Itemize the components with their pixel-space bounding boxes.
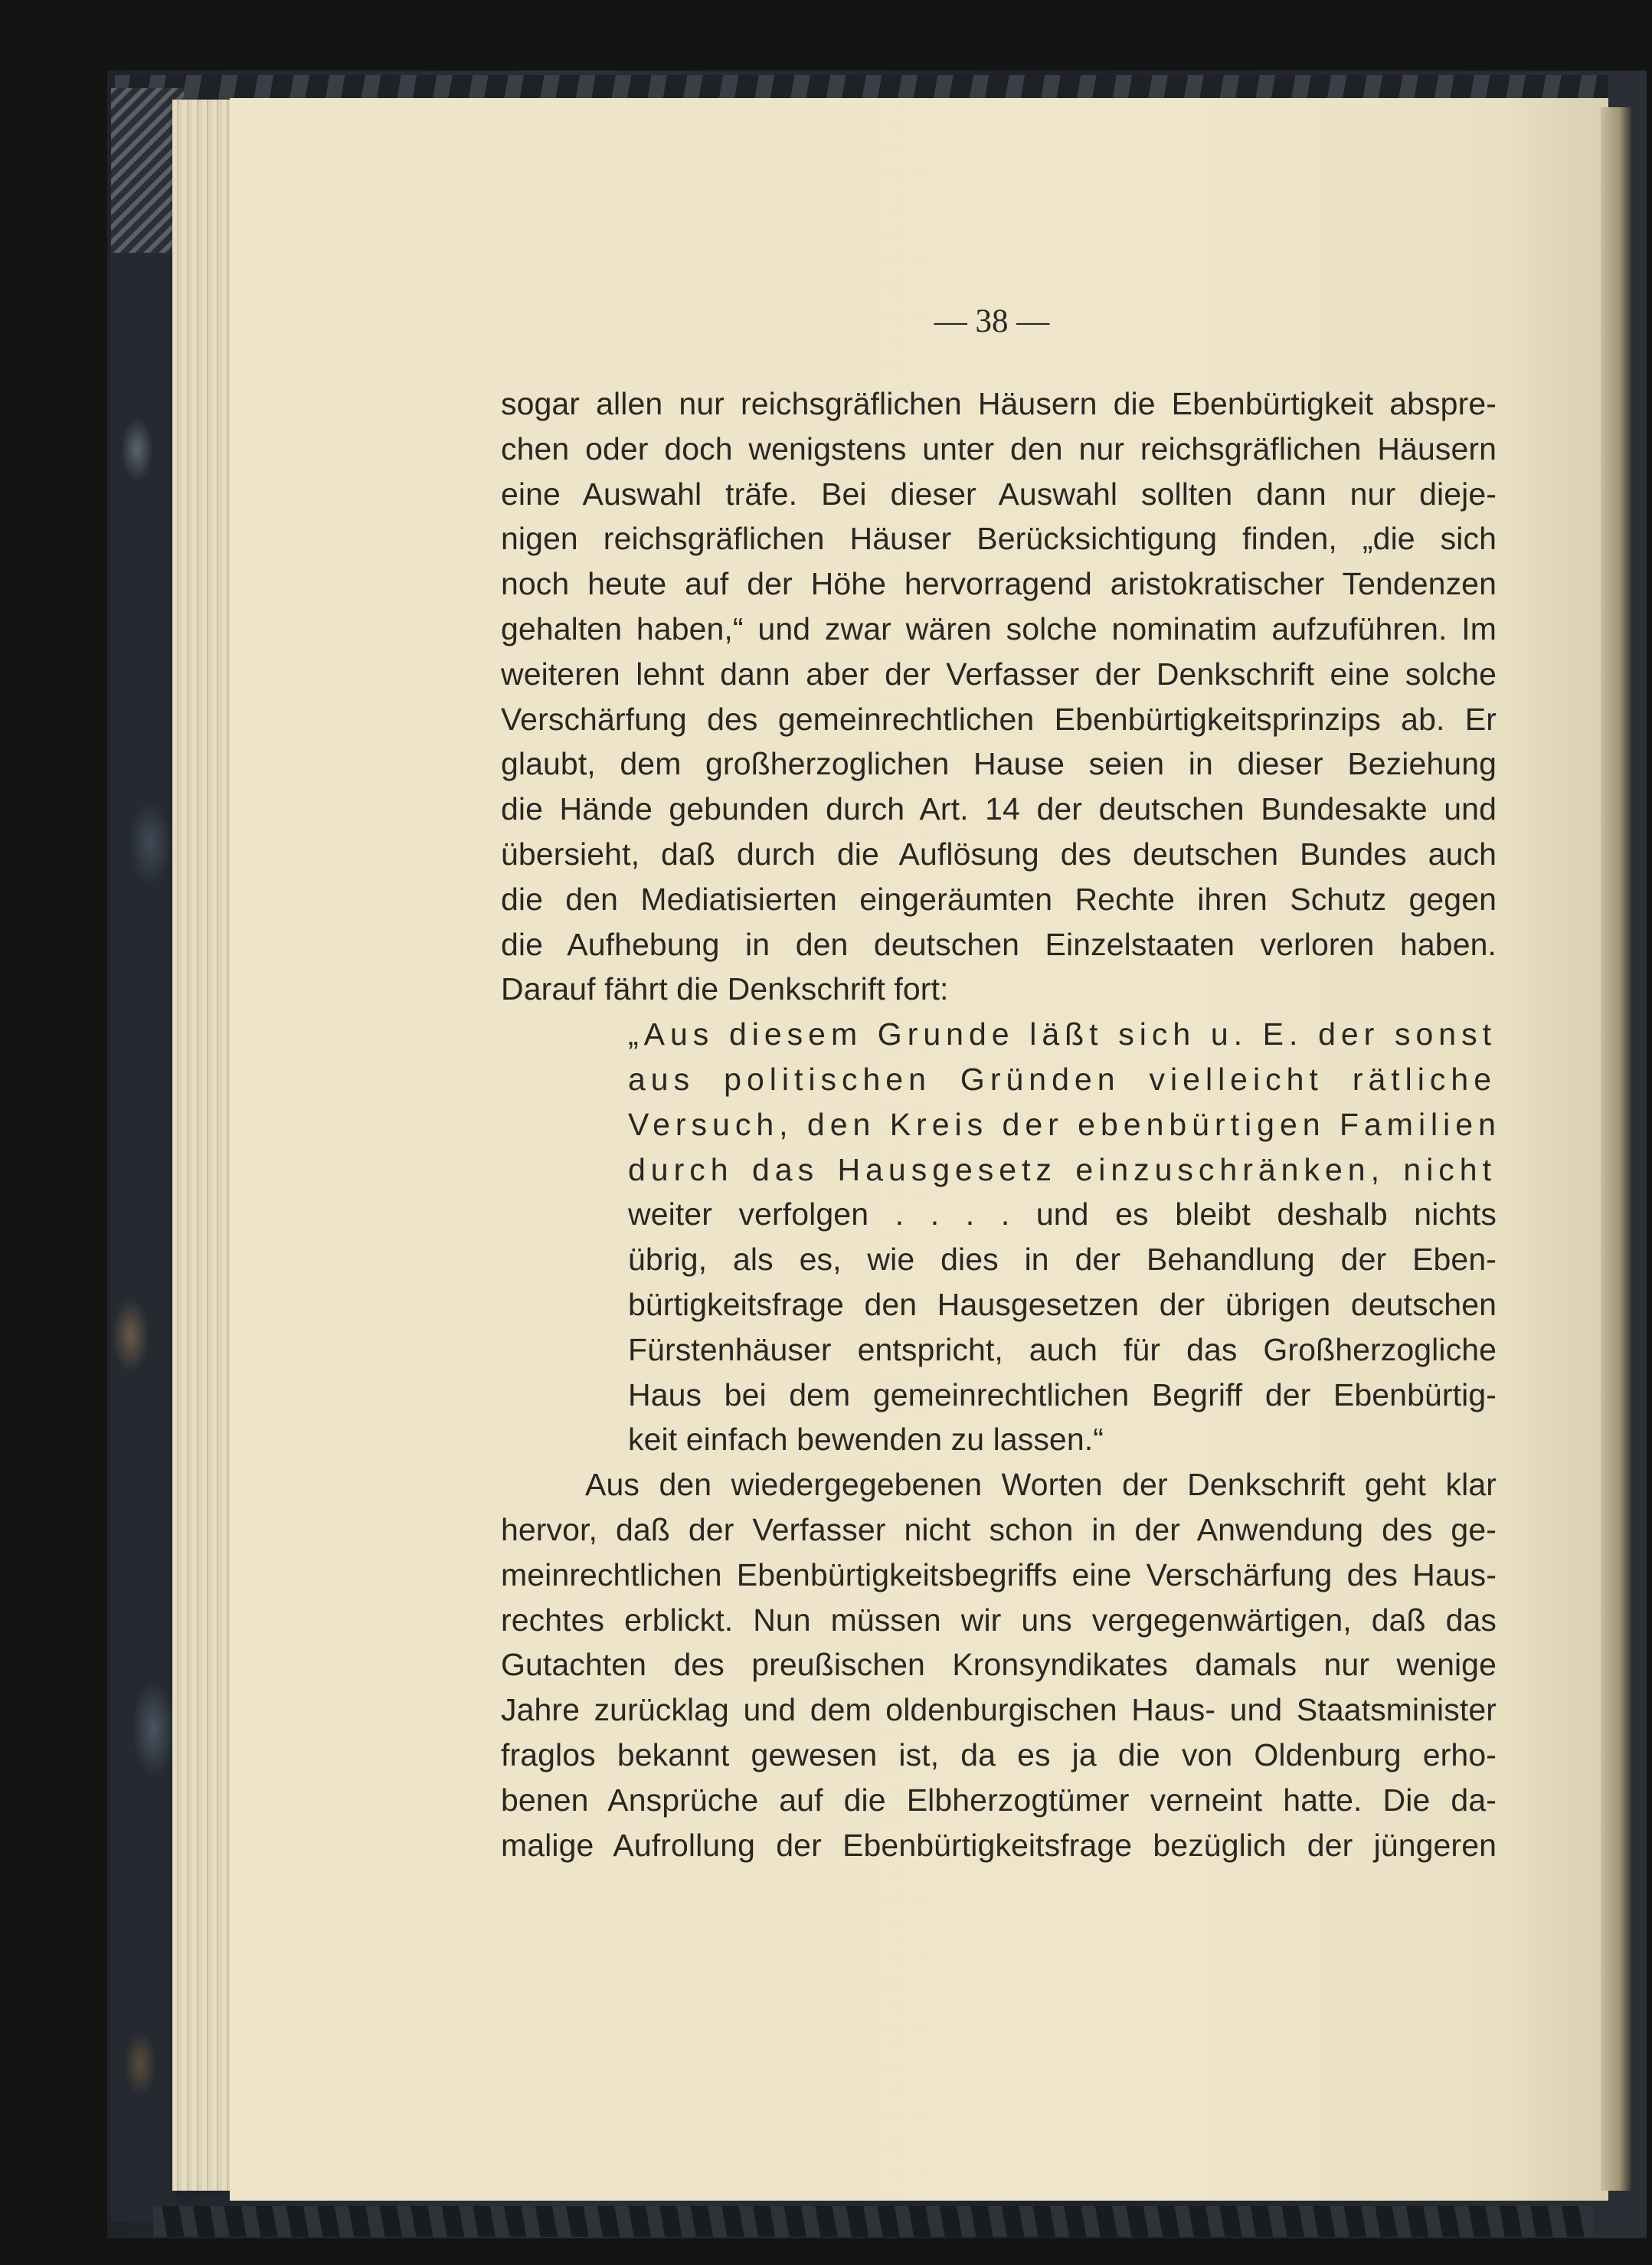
text-line: weiteren lehnt dann aber der Verfasser der Denkschrift eine solche	[501, 656, 1497, 692]
quote-line: durch das Hausgesetz einzuschränken, nicht	[628, 1151, 1497, 1187]
text-line: die Hände gebunden durch Art. 14 der deutschen Bundesakte und	[501, 791, 1497, 827]
text-line: gehalten haben,“ und zwar wären solche nominatim aufzuführen. Im	[501, 610, 1497, 646]
quote-line: aus politischen Gründen vielleicht rätliche	[628, 1061, 1497, 1097]
text-line: glaubt, dem großherzoglichen Hause seien in dieser Beziehung	[501, 746, 1497, 782]
text-line: Gutachten des preußischen Kronsyndikates damals nur wenige	[501, 1647, 1497, 1683]
text-line: Darauf fährt die Denkschrift fort:	[501, 971, 949, 1007]
quote-line: „Aus diesem Grunde läßt sich u. E. der sonst	[628, 1016, 1497, 1052]
text-line: hervor, daß der Verfasser nicht schon in der Anwendung des ge-	[501, 1511, 1497, 1547]
page-gutter	[1601, 107, 1631, 2191]
text-line: meinrechtlichen Ebenbürtigkeitsbegriffs eine Verschärfung des Haus-	[501, 1556, 1497, 1592]
page-number: — 38 —	[934, 303, 1050, 339]
text-line: die Aufhebung in den deutschen Einzelstaaten verloren haben.	[501, 926, 1497, 962]
text-line: rechtes erblickt. Nun müssen wir uns vergegenwärtigen, daß das	[501, 1602, 1497, 1638]
text-line: Verschärfung des gemeinrechtlichen Ebenbürtigkeitsprinzips ab. Er	[501, 701, 1497, 737]
text-line: sogar allen nur reichsgräflichen Häusern die Ebenbürtigkeit abspre-	[501, 386, 1497, 421]
quote-line: Haus bei dem gemeinrechtlichen Begriff der Ebenbürtig-	[628, 1376, 1497, 1412]
text-line: die den Mediatisierten eingeräumten Rechte ihren Schutz gegen	[501, 881, 1497, 917]
text-line: malige Aufrollung der Ebenbürtigkeitsfrage bezüglich der jüngeren	[501, 1827, 1497, 1863]
text-line: noch heute auf der Höhe hervorragend aristokratischer Tendenzen	[501, 566, 1497, 602]
text-line: nigen reichsgräflichen Häuser Berücksichtigung finden, „die sich	[501, 521, 1497, 557]
text-line: fraglos bekannt gewesen ist, da es ja die von Oldenburg erho-	[501, 1736, 1497, 1772]
quote-line: keit einfach bewenden zu lassen.“	[628, 1422, 1104, 1458]
cover-edge-bottom	[153, 2206, 1593, 2237]
quote-line: Fürstenhäuser entspricht, auch für das Großherzogliche	[628, 1331, 1497, 1367]
quote-line: Versuch, den Kreis der ebenbürtigen Familien	[628, 1106, 1501, 1142]
text-line: Aus den wiedergegebenen Worten der Denkschrift geht klar	[585, 1467, 1497, 1503]
text-line: eine Auswahl träfe. Bei dieser Auswahl sollten dann nur dieje-	[501, 476, 1497, 512]
page-body-text	[501, 381, 1501, 1867]
text-line: benen Ansprüche auf die Elbherzogtümer verneint hatte. Die da-	[501, 1782, 1497, 1818]
text-line: Jahre zurücklag und dem oldenburgischen Haus- und Staatsminister	[501, 1692, 1497, 1728]
quote-line: weiter verfolgen . . . . und es bleibt deshalb nichts	[628, 1196, 1497, 1232]
text-line: chen oder doch wenigstens unter den nur reichsgräflichen Häusern	[501, 430, 1497, 466]
quote-line: übrig, als es, wie dies in der Behandlung der Eben-	[628, 1242, 1497, 1278]
marbled-endpaper	[111, 253, 176, 2221]
quote-line: bürtigkeitsfrage den Hausgesetzen der übrigen deutschen	[628, 1286, 1497, 1322]
text-line: übersieht, daß durch die Auflösung des deutschen Bundes auch	[501, 836, 1497, 872]
